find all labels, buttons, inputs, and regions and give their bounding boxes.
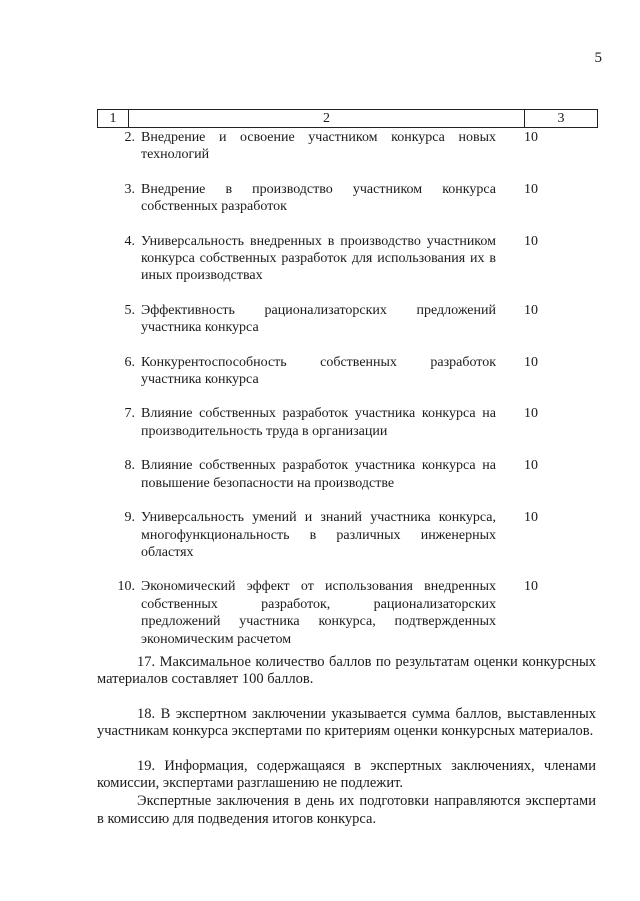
table-row: [97, 181, 596, 216]
criterion-text: Внедрение и освоение участником конкурса новых технологий: [141, 130, 496, 163]
criterion-text: Эффективность рационализаторских предложений участника конкурса: [141, 302, 496, 336]
column-header-1: 1: [98, 110, 129, 127]
row-number: 7.: [124, 406, 135, 422]
max-score: 10: [524, 510, 538, 526]
row-number: 8.: [124, 458, 135, 474]
table-row: [97, 302, 596, 337]
max-score: 10: [524, 406, 538, 422]
criteria-list: [97, 129, 596, 648]
criterion-text: Влияние собственных разработок участника конкурса на повышение безопасности на производстве: [141, 458, 496, 491]
max-score: 10: [524, 579, 538, 595]
paragraph-19-continued: Экспертные заключения в день их подготовки направляются экспертами в комиссию для подведения итогов конкурса.: [97, 793, 596, 827]
max-score: 10: [524, 233, 538, 249]
body-text: [97, 654, 596, 845]
criterion-text: Конкурентоспособность собственных разработок участника конкурса: [141, 354, 496, 388]
table-row: [97, 233, 596, 285]
column-header-2: 2: [129, 110, 525, 127]
max-score: 10: [524, 302, 538, 318]
criterion-text: Универсальность внедренных в производство участником конкурса собственных разработок для использования их в иных производствах: [141, 233, 496, 284]
criterion-text: Универсальность умений и знаний участника конкурса, многофункциональность в различных инженерных областях: [141, 510, 496, 560]
paragraph-18: 18. В экспертном заключении указывается сумма баллов, выставленных участникам конкурса экспертами по критериям оценки конкурсных материалов.: [97, 705, 596, 740]
row-number: 5.: [124, 302, 135, 318]
row-number: 4.: [124, 233, 135, 249]
table-row: [97, 129, 596, 164]
table-row: [97, 509, 596, 561]
row-number: 2.: [124, 130, 135, 145]
max-score: 10: [524, 130, 538, 145]
column-header-3: 3: [557, 111, 565, 126]
table-header: [97, 109, 598, 128]
max-score: 10: [524, 458, 538, 474]
page-number: 5: [594, 50, 602, 66]
table-row: [97, 405, 596, 440]
table-row: [97, 457, 596, 492]
max-score: 10: [524, 181, 538, 197]
row-number: 6.: [124, 354, 135, 370]
criterion-text: Влияние собственных разработок участника конкурса на производительность труда в организации: [141, 406, 496, 439]
row-number: 3.: [124, 181, 135, 197]
row-number: 10.: [117, 579, 135, 595]
table-row: [97, 578, 596, 648]
criterion-text: Экономический эффект от использования внедренных собственных разработок, рационализаторских предложений участника конкурса, подтвержденных экономическим расчетом: [141, 579, 496, 647]
table-row: [97, 354, 596, 389]
paragraph-19: 19. Информация, содержащаяся в экспертных заключениях, членами комиссии, экспертами разглашению не подлежит.: [97, 757, 596, 792]
row-number: 9.: [124, 510, 135, 526]
criterion-text: Внедрение в производство участником конкурса собственных разработок: [141, 181, 496, 215]
paragraph-17: 17. Максимальное количество баллов по результатам оценки конкурсных материалов составляет 100 баллов.: [97, 654, 596, 688]
max-score: 10: [524, 354, 538, 370]
